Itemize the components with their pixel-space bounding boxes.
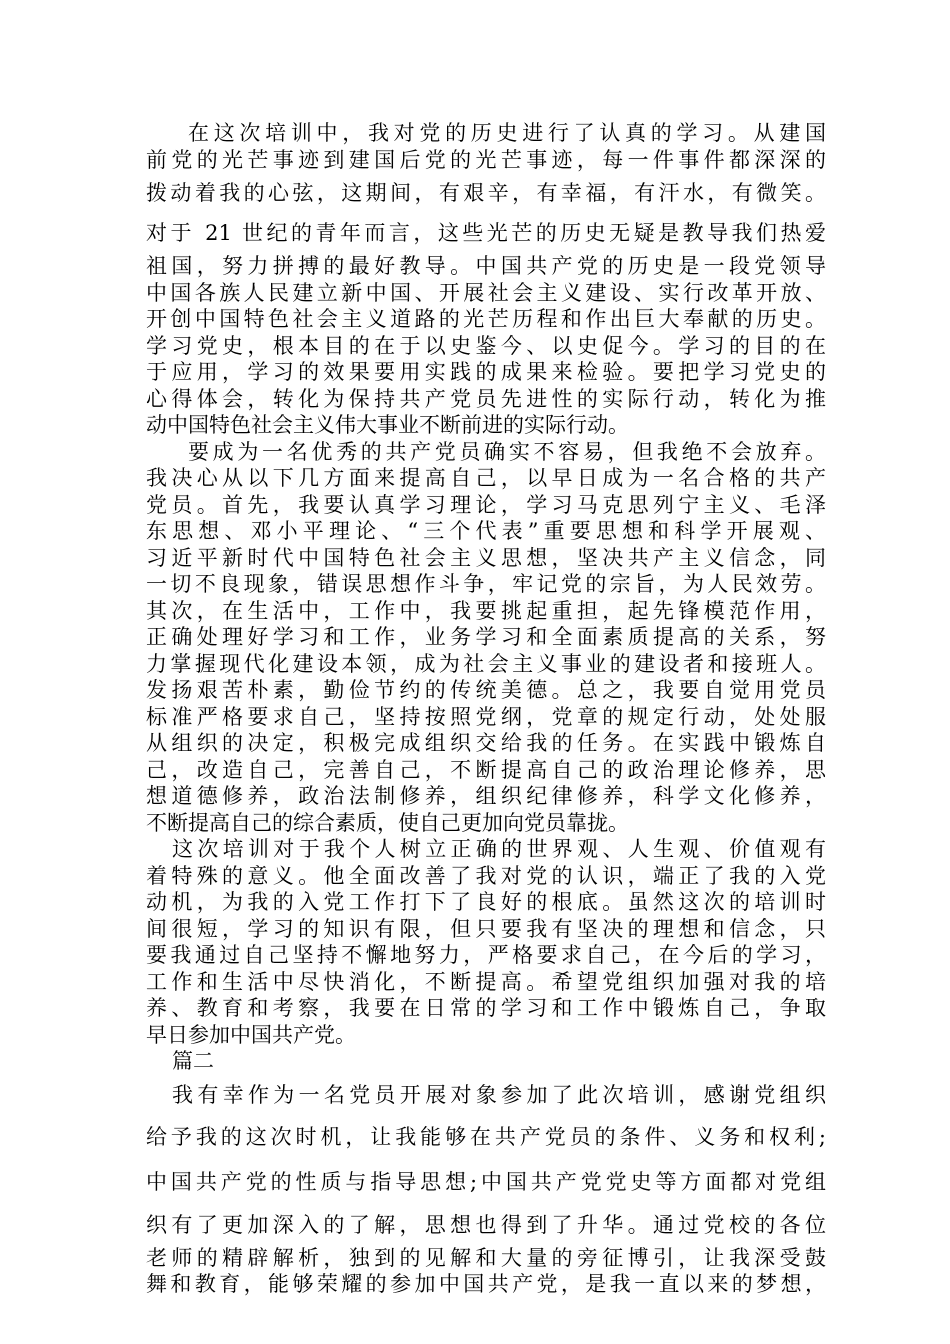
text-line: 祖国，努力拼搏的最好教导。中国共产党的历史是一段党领导: [146, 254, 826, 278]
text-line: 发扬艰苦朴素，勤俭节约的传统美德。总之，我要自觉用党员: [146, 678, 826, 702]
text-line: 动中国特色社会主义伟大事业不断前进的实际行动。: [146, 413, 629, 437]
section-heading: 篇二: [172, 1049, 214, 1073]
text-line: 正确处理好学习和工作，业务学习和全面素质提高的关系，努: [146, 625, 826, 649]
text-line: 我决心从以下几方面来提高自己，以早日成为一名合格的共产: [146, 466, 826, 490]
text-line: 己，改造自己，完善自己，不断提高自己的政治理论修养，思: [146, 757, 826, 782]
text-line: 间很短，学习的知识有限，但只要我有坚决的理想和信念，只: [146, 916, 826, 941]
text-line: 要成为一名优秀的共产党员确实不容易，但我绝不会放弃。: [188, 439, 826, 464]
text-line: 从组织的决定，积极完成组织交给我的任务。在实践中锻炼自: [146, 731, 826, 755]
text-line: 习近平新时代中国特色社会主义思想，坚决共产主义信念，同: [146, 545, 826, 570]
text-line: 在这次培训中，我对党的历史进行了认真的学习。从建国: [188, 121, 826, 145]
text-line: 舞和教育，能够荣耀的参加中国共产党，是我一直以来的梦想，: [146, 1272, 826, 1296]
text-line: 前党的光芒事迹到建国后党的光芒事迹，每一件事件都深深的: [146, 147, 826, 172]
text-line: 想道德修养，政治法制修养，组织纪律修养，科学文化修养，: [146, 784, 826, 808]
text-line: 一切不良现象，错误思想作斗争，牢记党的宗旨，为人民效劳。: [146, 572, 826, 596]
text-line: 早日参加中国共产党。: [146, 1022, 356, 1047]
text-line: 我有幸作为一名党员开展对象参加了此次培训，感谢党组织: [172, 1082, 826, 1107]
text-line: 党员。首先，我要认真学习理论，学习马克思列宁主义、毛泽: [146, 492, 826, 517]
document-page: [146, 120, 826, 1298]
text-line: 要我通过自己坚持不懈地努力，严格要求自己，在今后的学习，: [146, 943, 826, 967]
text-line: 中国各族人民建立新中国、开展社会主义建设、实行改革开放、: [146, 280, 826, 305]
text-line: 这次培训对于我个人树立正确的世界观、人生观、价值观有: [172, 837, 826, 861]
text-line: 老师的精辟解析，独到的见解和大量的旁征博引，让我深受鼓: [146, 1245, 826, 1270]
text-line: 不断提高自己的综合素质，使自己更加向党员靠拢。: [146, 810, 629, 835]
text-line: 中国共产党的性质与指导思想;中国共产党党史等方面都对党组: [146, 1169, 826, 1194]
text-line: 其次，在生活中，工作中，我要挑起重担，起先锋模范作用，: [146, 598, 826, 623]
text-line: 学习党史，根本目的在于以史鉴今、以史促今。学习的目的在: [146, 333, 826, 358]
text-line: 工作和生活中尽快消化，不断提高。希望党组织加强对我的培: [146, 969, 826, 994]
text-line: 着特殊的意义。他全面改善了我对党的认识，端正了我的入党: [146, 863, 826, 888]
text-line: 开创中国特色社会主义道路的光芒历程和作出巨大奉献的历史。: [146, 307, 826, 331]
text-line: 织有了更加深入的了解，思想也得到了升华。通过党校的各位: [146, 1212, 826, 1237]
text-line: 于应用，学习的效果要用实践的成果来检验。要把学习党史的: [146, 360, 826, 384]
text-line: 标准严格要求自己，坚持按照党纲，党章的规定行动，处处服: [146, 704, 826, 729]
text-line: 给予我的这次时机，让我能够在共产党员的条件、义务和权利;: [146, 1124, 826, 1149]
text-line: 对于 21 世纪的青年而言，这些光芒的历史无疑是教导我们热爱: [146, 221, 826, 245]
text-line: 心得体会，转化为保持共产党员先进性的实际行动，转化为推: [146, 386, 826, 411]
text-line: 力掌握现代化建设本领，成为社会主义事业的建设者和接班人。: [146, 651, 826, 676]
text-line: 拨动着我的心弦，这期间，有艰辛，有幸福，有汗水，有微笑。: [146, 181, 826, 205]
text-line: 动机，为我的入党工作打下了良好的根底。虽然这次的培训时: [146, 890, 826, 914]
text-line: 养、教育和考察，我要在日常的学习和工作中锻炼自己，争取: [146, 996, 826, 1020]
text-line: 东思想、邓小平理论、“三个代表”重要思想和科学开展观、: [146, 519, 826, 543]
